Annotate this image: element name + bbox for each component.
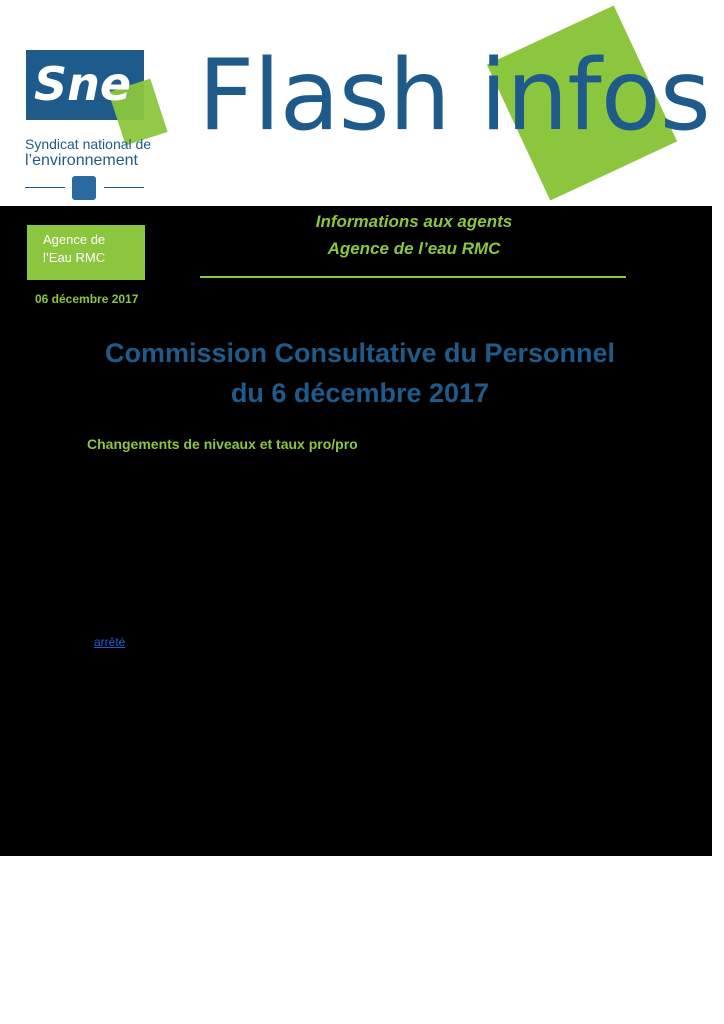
- logo-divider-right: [104, 187, 144, 188]
- info-line1: Informations aux agents: [315, 212, 513, 231]
- flash-title: Flash infos: [198, 39, 710, 153]
- logo-subtitle-line2: l’environnement: [25, 152, 138, 169]
- title-line1: Commission Consultative du Personnel: [104, 338, 616, 368]
- date-label: 06 décembre 2017: [35, 292, 139, 306]
- info-divider: [200, 276, 626, 278]
- logo-divider-left: [25, 187, 65, 188]
- page-title: [60, 333, 660, 413]
- logo-subtitle-line1: Syndicat national de: [25, 136, 152, 152]
- agency-badge: [27, 225, 145, 280]
- agency-line1: Agence de: [43, 232, 106, 247]
- section-heading: Changements de niveaux et taux pro/pro: [87, 436, 358, 452]
- sne-logo: [26, 50, 144, 120]
- agency-line2: l’Eau RMC: [43, 250, 106, 265]
- info-title: [200, 208, 628, 262]
- logo-text: Sne: [34, 57, 132, 111]
- arrete-link[interactable]: arrêté: [94, 635, 126, 649]
- info-line2: Agence de l’eau RMC: [327, 239, 501, 258]
- title-line2: du 6 décembre 2017: [230, 378, 490, 408]
- header: [0, 0, 724, 206]
- union-emblem-icon: [72, 176, 96, 200]
